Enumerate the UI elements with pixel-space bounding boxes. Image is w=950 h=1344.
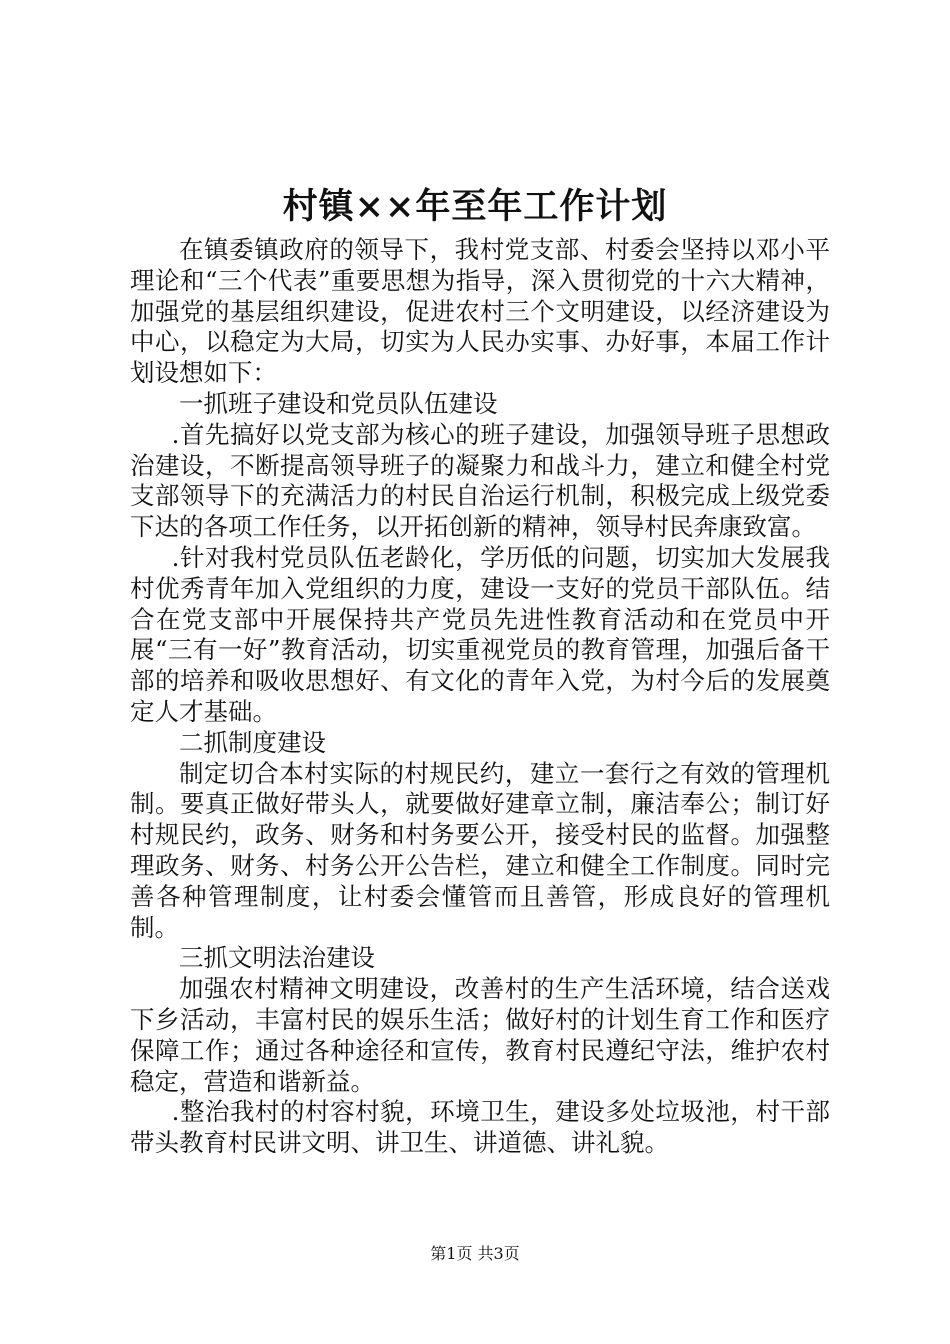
paragraph-2-1: 制定切合本村实际的村规民约，建立一套行之有效的管理机制。要真正做好带头人，就要做好建章立制，廉洁奉公；制订好村规民约，政务、财务和村务要公开，接受村民的监督。加强整理政务、财务、村务公开公告栏，建立和健全工作制度。同时完善各种管理制度，让村委会懂管而且善管，形成良好的管理机制。 [130,758,830,942]
paragraph-1-1: .首先搞好以党支部为核心的班子建设，加强领导班子思想政治建设，不断提高领导班子的凝聚力和战斗力，建立和健全村党支部领导下的充满活力的村民自治运行机制，积极完成上级党委下达的各项工作任务，以开拓创新的精神，领导村民奔康致富。 [130,419,830,542]
paragraph-3-1: 加强农村精神文明建设，改善村的生产生活环境，结合送戏下乡活动，丰富村民的娱乐生活；做好村的计划生育工作和医疗保障工作；通过各种途径和宣传，教育村民遵纪守法，维护农村稳定，营造和谐新益。 [130,974,830,1096]
section-heading-3: 三抓文明法治建设 [179,943,375,973]
paragraph-intro: 在镇委镇政府的领导下，我村党支部、村委会坚持以邓小平理论和“三个代表”重要思想为指导，深入贯彻党的十六大精神，加强党的基层组织建设，促进农村三个文明建设，以经济建设为中心，以稳定为大局，切实为人民办实事、办好事，本届工作计划设想如下： [130,235,830,388]
paragraph-1-2: .针对我村党员队伍老龄化，学历低的问题，切实加大发展我村优秀青年加入党组织的力度，建设一支好的党员干部队伍。结合在党支部中开展保持共产党员先进性教育活动和在党员中开展“三有一好”教育活动，切实重视党员的教育管理，加强后备干部的培养和吸收思想好、有文化的青年入党，为村今后的发展奠定人才基础。 [130,542,830,726]
section-heading-1: 一抓班子建设和党员队伍建设 [179,388,498,418]
document-body [130,235,830,1159]
page-footer: 第1页 共3页 [430,1244,520,1263]
section-heading-2: 二抓制度建设 [179,727,326,757]
document-title: 村镇××年至年工作计划 [282,186,668,227]
paragraph-3-2: .整治我村的村容村貌，环境卫生，建设多处垃圾池，村干部带头教育村民讲文明、讲卫生、讲道德、讲礼貌。 [130,1097,830,1158]
